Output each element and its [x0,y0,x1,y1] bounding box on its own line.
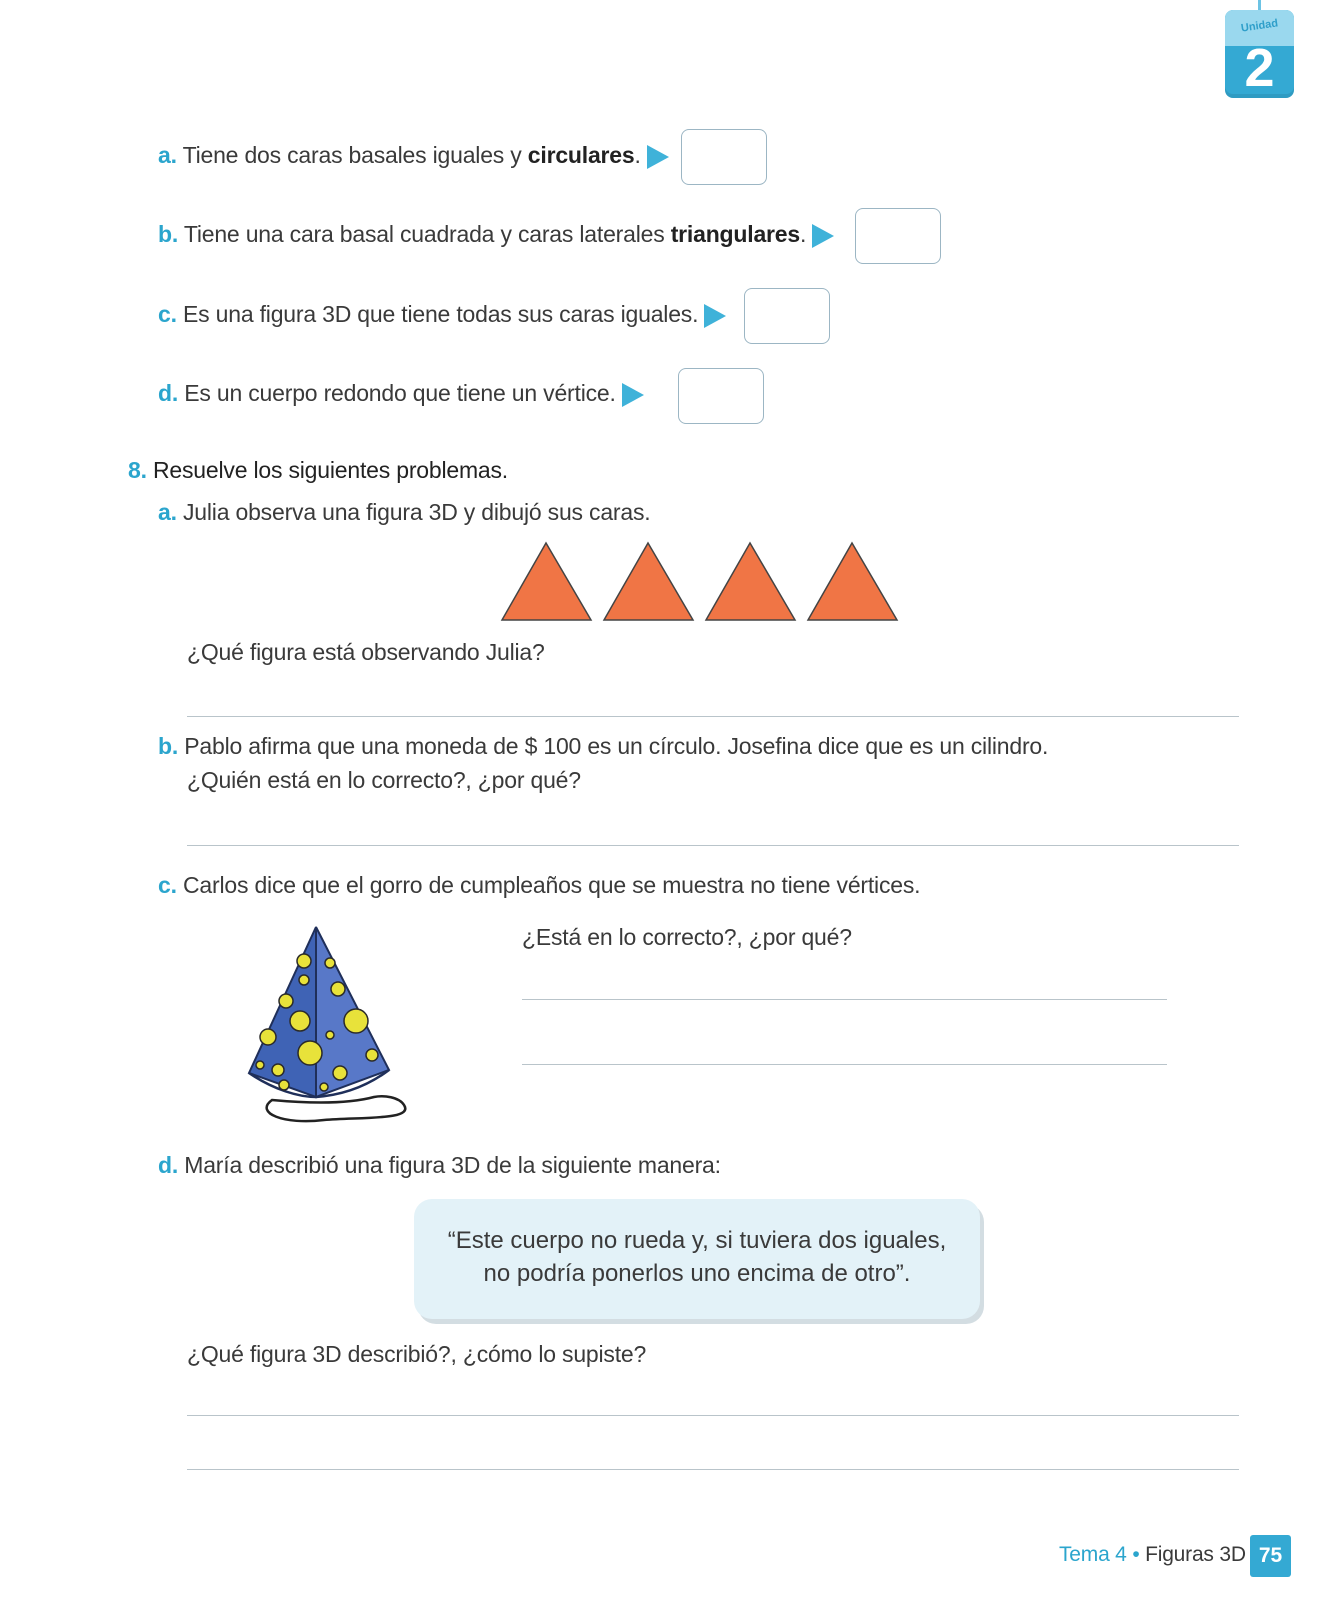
quote-line-1: “Este cuerpo no rueda y, si tuviera dos iguales, [447,1227,947,1254]
item-d [158,380,644,407]
item-c [158,301,726,328]
item-b [158,221,834,248]
problem-d [158,1152,721,1179]
item-bold: triangulares [670,221,800,247]
answer-line-b[interactable] [187,845,1239,846]
answer-line-d1[interactable] [187,1415,1239,1416]
item-label: c. [158,301,177,327]
problem-label: b. [158,733,179,759]
page-number: 75 [1250,1535,1291,1577]
triangle-face [808,543,897,620]
triangle-face [502,543,591,620]
problem-b [158,733,1048,760]
exercise-number: 8. [128,457,147,483]
answer-box-c[interactable] [744,288,830,344]
arrow-icon [704,304,726,328]
problem-label: d. [158,1152,179,1178]
triangle-face [706,543,795,620]
answer-line-d2[interactable] [187,1469,1239,1470]
answer-box-d[interactable] [678,368,764,424]
problem-text: María describió una figura 3D de la siguiente manera: [184,1152,721,1178]
unit-number: 2 [1244,38,1275,98]
arrow-icon [622,383,644,407]
question-d: ¿Qué figura 3D describió?, ¿cómo lo supiste? [187,1341,647,1367]
quote-line-2: no podría ponerlos uno encima de otro”. [483,1260,911,1287]
problem-text: Pablo afirma que una moneda de $ 100 es un círculo. Josefina dice que es un cilindro. [184,733,1049,759]
footer-tema: Tema 4 [1059,1543,1127,1566]
answer-line-c1[interactable] [522,999,1167,1000]
exercise-heading [128,457,508,484]
question-a: ¿Qué figura está observando Julia? [187,639,545,665]
exercise-title: Resuelve los siguientes problemas. [153,457,509,483]
unit-tab [1225,10,1294,98]
problem-label: c. [158,872,177,898]
problem-c [158,872,920,899]
item-text: Es una figura 3D que tiene todas sus caras iguales. [183,301,699,327]
quote-bubble [414,1199,980,1319]
answer-line-a[interactable] [187,716,1239,717]
answer-box-b[interactable] [855,208,941,264]
footer-text [1059,1543,1246,1567]
item-label: d. [158,380,179,406]
footer-topic: Figuras 3D [1145,1543,1246,1566]
answer-box-a[interactable] [681,129,767,185]
item-text: Es un cuerpo redondo que tiene un vértice. [184,380,616,406]
item-label: a. [158,142,177,168]
problem-text: Julia observa una figura 3D y dibujó sus caras. [183,499,651,525]
item-label: b. [158,221,179,247]
problem-text: Carlos dice que el gorro de cumpleaños que se muestra no tiene vértices. [183,872,921,898]
item-text: Tiene dos caras basales iguales y [182,142,528,168]
arrow-icon [647,145,669,169]
footer-bullet: • [1132,1543,1140,1566]
item-bold: circulares [527,142,635,168]
item-text-after: . [799,221,807,247]
question-b: ¿Quién está en lo correcto?, ¿por qué? [187,767,581,793]
triangle-face [604,543,693,620]
party-hat-image [244,925,414,1125]
problem-a [158,499,650,526]
answer-line-c2[interactable] [522,1064,1167,1065]
item-a [158,142,669,169]
arrow-icon [812,224,834,248]
triangle-faces [500,540,905,622]
item-text-after: . [634,142,641,168]
problem-label: a. [158,499,177,525]
question-c: ¿Está en lo correcto?, ¿por qué? [522,924,852,950]
item-text: Tiene una cara basal cuadrada y caras laterales [183,221,671,247]
unit-word: Unidad [1240,17,1279,35]
